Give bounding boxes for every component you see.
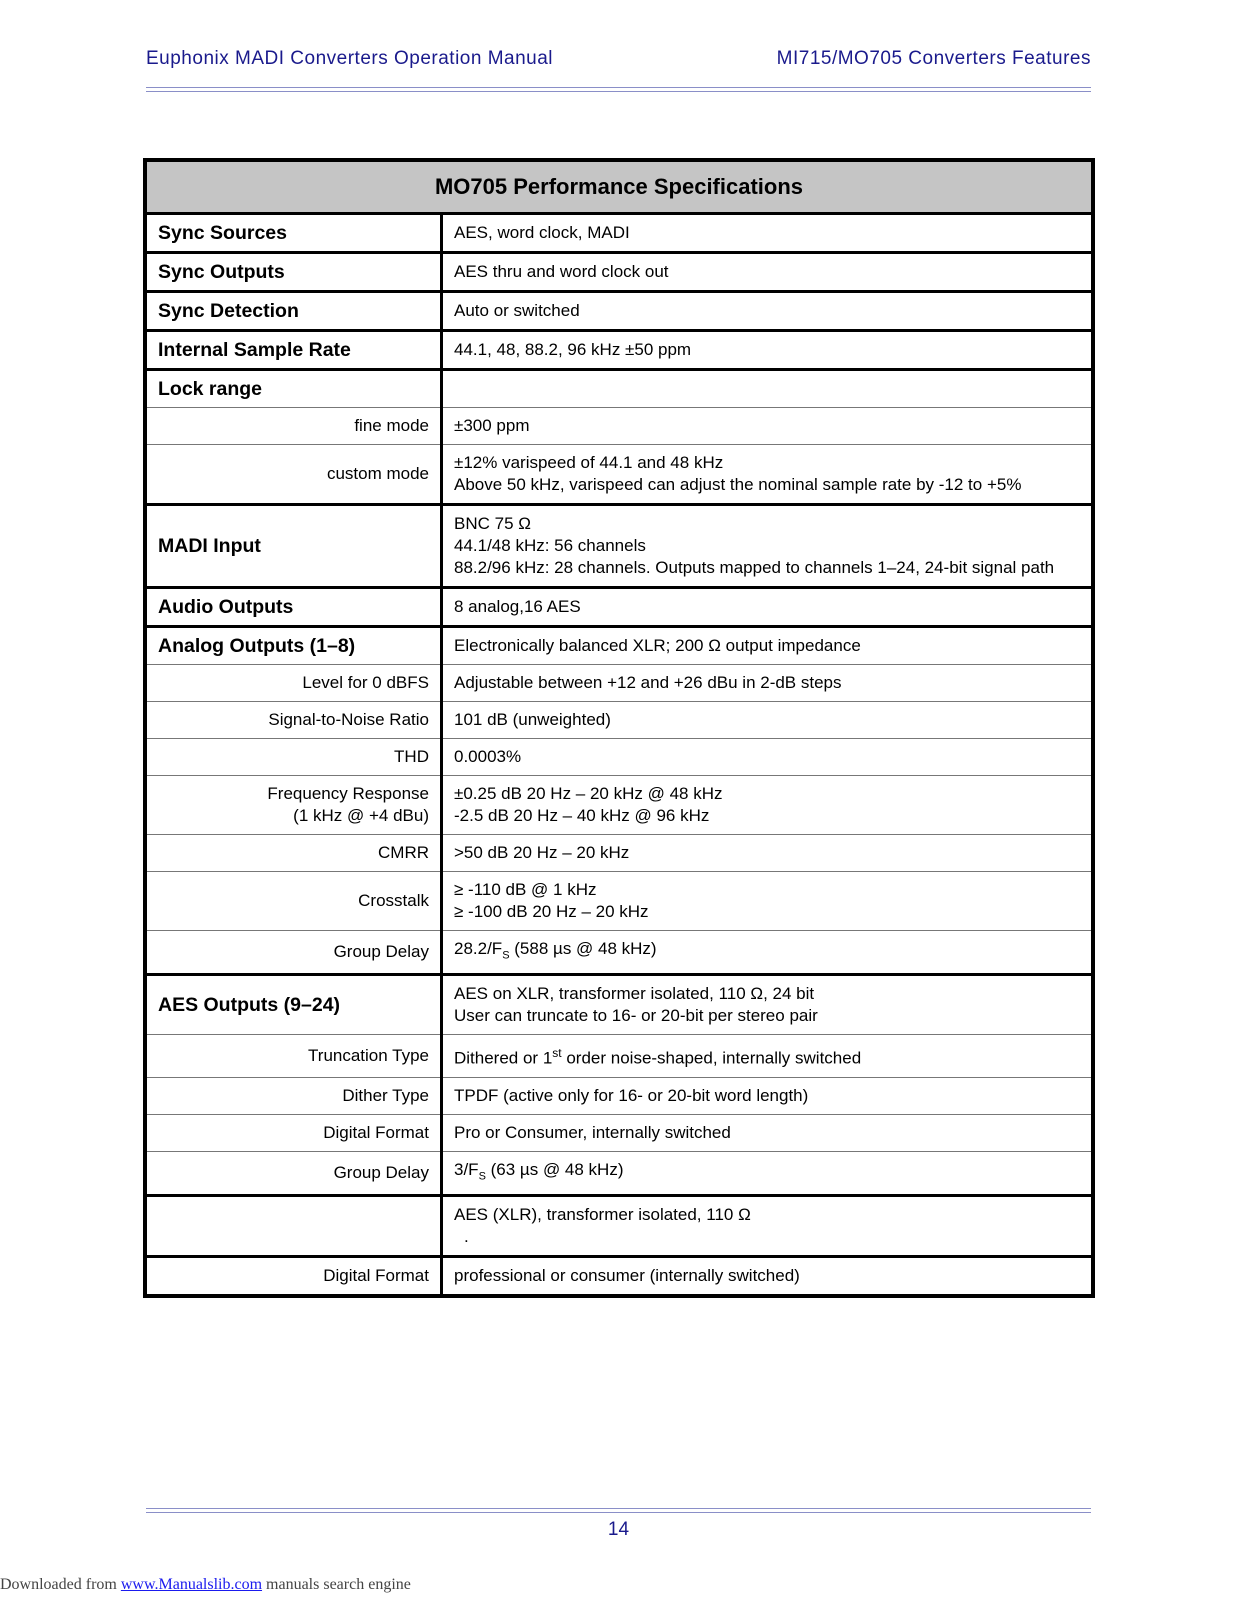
spec-row: [145, 292, 1093, 331]
spec-value-line: ±0.25 dB 20 Hz – 20 kHz @ 48 kHz: [454, 784, 723, 803]
spec-label-line: Group Delay: [333, 942, 429, 962]
spec-label-line: THD: [394, 747, 429, 766]
spec-value: [442, 408, 1094, 445]
spec-value-line: $3/F_S$ (63 µs @ 48 kHz): [454, 1160, 624, 1183]
spec-row: [145, 776, 1093, 835]
spec-value-line: ±12% varispeed of 44.1 and 48 kHz: [454, 453, 724, 472]
spec-label: [145, 292, 442, 331]
spec-label: [145, 1196, 442, 1257]
spec-label-line: Truncation Type: [308, 1046, 429, 1066]
spec-value-line: 101 dB (unweighted): [454, 710, 611, 729]
spec-label: [145, 627, 442, 665]
spec-value: [442, 665, 1094, 702]
spec-label: [145, 331, 442, 370]
spec-label-line: Audio Outputs: [158, 596, 294, 618]
spec-value: [442, 1115, 1094, 1152]
spec-label: [145, 1078, 442, 1115]
spec-value-line: Auto or switched: [454, 301, 580, 320]
spec-row: [145, 872, 1093, 931]
spec-value-line: 88.2/96 kHz: 28 channels. Outputs mapped to channels 1–24, 24-bit signal path: [454, 558, 1055, 577]
spec-label: [145, 505, 442, 588]
spec-label-line: (1 kHz @ +4 dBu): [293, 806, 429, 825]
spec-label: [145, 214, 442, 253]
spec-label-line: Frequency Response: [267, 784, 429, 803]
spec-row: [145, 627, 1093, 665]
spec-row: [145, 702, 1093, 739]
spec-value-line: 44.1, 48, 88.2, 96 kHz ±50 ppm: [454, 340, 692, 359]
spec-label-line: Sync Sources: [158, 222, 287, 244]
spec-label-line: CMRR: [378, 843, 429, 862]
spec-row: [145, 739, 1093, 776]
spec-value-line: ≥ -100 dB 20 Hz – 20 kHz: [454, 902, 649, 921]
spec-row: [145, 931, 1093, 975]
spec-label: [145, 1115, 442, 1152]
spec-label: [145, 588, 442, 627]
spec-label-line: AES Outputs (9–24): [158, 994, 341, 1017]
spec-value-line: User can truncate to 16- or 20-bit per stereo pair: [454, 1006, 818, 1026]
header-rule: [146, 87, 1091, 92]
spec-label-line: Group Delay: [333, 1163, 429, 1183]
spec-table-title-row: [145, 160, 1093, 214]
spec-value-line: Electronically balanced XLR; 200 Ω output impedance: [454, 636, 861, 655]
spec-row: [145, 1152, 1093, 1196]
spec-row: [145, 505, 1093, 588]
spec-label-line: custom mode: [326, 464, 429, 483]
spec-row: [145, 665, 1093, 702]
spec-value: [442, 1196, 1094, 1257]
spec-label-line: MADI Input: [158, 535, 261, 557]
spec-table-title: MO705 Performance Specifications: [145, 160, 1093, 214]
spec-label: [145, 1257, 442, 1297]
spec-label-line: Digital Format: [323, 1123, 429, 1143]
spec-value-line: $28.2/F_S$ (588 µs @ 48 kHz): [454, 939, 657, 962]
spec-value: [442, 1257, 1094, 1297]
spec-value-line: .: [464, 1227, 469, 1247]
spec-row: [145, 975, 1093, 1035]
spec-label-line: Dither Type: [342, 1086, 429, 1106]
spec-value-line: ±300 ppm: [454, 416, 530, 435]
spec-value: [442, 835, 1094, 872]
spec-row: [145, 214, 1093, 253]
footer-rule: [146, 1508, 1091, 1513]
spec-value-line: Dithered or 1st order noise-shaped, internally switched: [454, 1046, 862, 1069]
spec-label: [145, 739, 442, 776]
spec-value-line: BNC 75 Ω: [454, 514, 531, 533]
spec-label-line: Sync Outputs: [158, 261, 285, 283]
spec-label: [145, 975, 442, 1035]
spec-value-line: 8 analog,16 AES: [454, 597, 581, 616]
spec-row: [145, 1196, 1093, 1257]
spec-label-line: Sync Detection: [158, 300, 299, 322]
spec-table: [143, 158, 1095, 1298]
spec-value: [442, 588, 1094, 627]
spec-label: [145, 1152, 442, 1196]
spec-value: [442, 872, 1094, 931]
manualslib-link[interactable]: www.Manualslib.com: [120, 1576, 263, 1593]
spec-value-line: 0.0003%: [454, 747, 522, 766]
spec-label: [145, 408, 442, 445]
spec-label: [145, 872, 442, 931]
spec-value: [442, 931, 1094, 975]
spec-row: [145, 1115, 1093, 1152]
footer-prefix: Downloaded from: [0, 1576, 121, 1593]
spec-value-line: 44.1/48 kHz: 56 channels: [454, 536, 646, 555]
footer-suffix: manuals search engine: [262, 1576, 411, 1593]
spec-label: [145, 931, 442, 975]
spec-label-line: Crosstalk: [358, 891, 429, 910]
spec-label: [145, 1035, 442, 1078]
spec-label-line: Analog Outputs (1–8): [158, 635, 356, 657]
spec-value-line: >50 dB 20 Hz – 20 kHz: [454, 843, 630, 862]
page-number: 14: [607, 1519, 630, 1540]
spec-row: [145, 1257, 1093, 1297]
spec-value: [442, 370, 1094, 408]
spec-row: [145, 1078, 1093, 1115]
spec-row: [145, 253, 1093, 292]
spec-row: [145, 835, 1093, 872]
spec-row: [145, 1035, 1093, 1078]
spec-label: [145, 370, 442, 408]
spec-value: [442, 214, 1094, 253]
spec-value-line: Above 50 kHz, varispeed can adjust the nominal sample rate by -12 to +5%: [454, 475, 1022, 494]
spec-label-line: Digital Format: [323, 1266, 429, 1286]
spec-value-line: AES (XLR), transformer isolated, 110 Ω: [454, 1205, 751, 1225]
spec-row: [145, 331, 1093, 370]
spec-value: [442, 1035, 1094, 1078]
spec-value-line: AES thru and word clock out: [454, 262, 669, 281]
spec-value-line: AES on XLR, transformer isolated, 110 Ω, 24 bit: [454, 984, 815, 1004]
spec-value: [442, 739, 1094, 776]
spec-label: [145, 253, 442, 292]
header-section-title: MI715/MO705 Converters Features: [776, 48, 1091, 69]
spec-value: [442, 702, 1094, 739]
spec-value: [442, 505, 1094, 588]
spec-label-line: Lock range: [158, 378, 263, 400]
spec-label-line: fine mode: [354, 416, 429, 435]
spec-label: [145, 445, 442, 505]
spec-row: [145, 408, 1093, 445]
spec-label: [145, 776, 442, 835]
spec-value-line: Adjustable between +12 and +26 dBu in 2-dB steps: [454, 673, 842, 692]
spec-value: [442, 292, 1094, 331]
spec-value: [442, 1078, 1094, 1115]
header-manual-title: Euphonix MADI Converters Operation Manual: [146, 48, 554, 69]
spec-row: [145, 588, 1093, 627]
spec-value: [442, 445, 1094, 505]
spec-value: [442, 776, 1094, 835]
spec-label-line: Level for 0 dBFS: [302, 673, 429, 692]
spec-value: [442, 975, 1094, 1035]
spec-value-line: Pro or Consumer, internally switched: [454, 1123, 731, 1143]
spec-label: [145, 702, 442, 739]
spec-value: [442, 627, 1094, 665]
spec-label: [145, 835, 442, 872]
spec-row: [145, 445, 1093, 505]
spec-label-line: Internal Sample Rate: [158, 339, 351, 361]
spec-value: [442, 331, 1094, 370]
download-footer: [0, 1576, 411, 1594]
spec-row: [145, 370, 1093, 408]
spec-value-line: -2.5 dB 20 Hz – 40 kHz @ 96 kHz: [454, 806, 710, 825]
spec-value: [442, 1152, 1094, 1196]
spec-value-line: TPDF (active only for 16- or 20-bit word length): [454, 1086, 809, 1106]
spec-value-line: ≥ -110 dB @ 1 kHz: [454, 880, 597, 899]
spec-label-line: Signal-to-Noise Ratio: [268, 710, 429, 729]
spec-value: [442, 253, 1094, 292]
spec-value-line: professional or consumer (internally switched): [454, 1266, 800, 1286]
spec-label: [145, 665, 442, 702]
spec-value-line: AES, word clock, MADI: [454, 223, 630, 242]
